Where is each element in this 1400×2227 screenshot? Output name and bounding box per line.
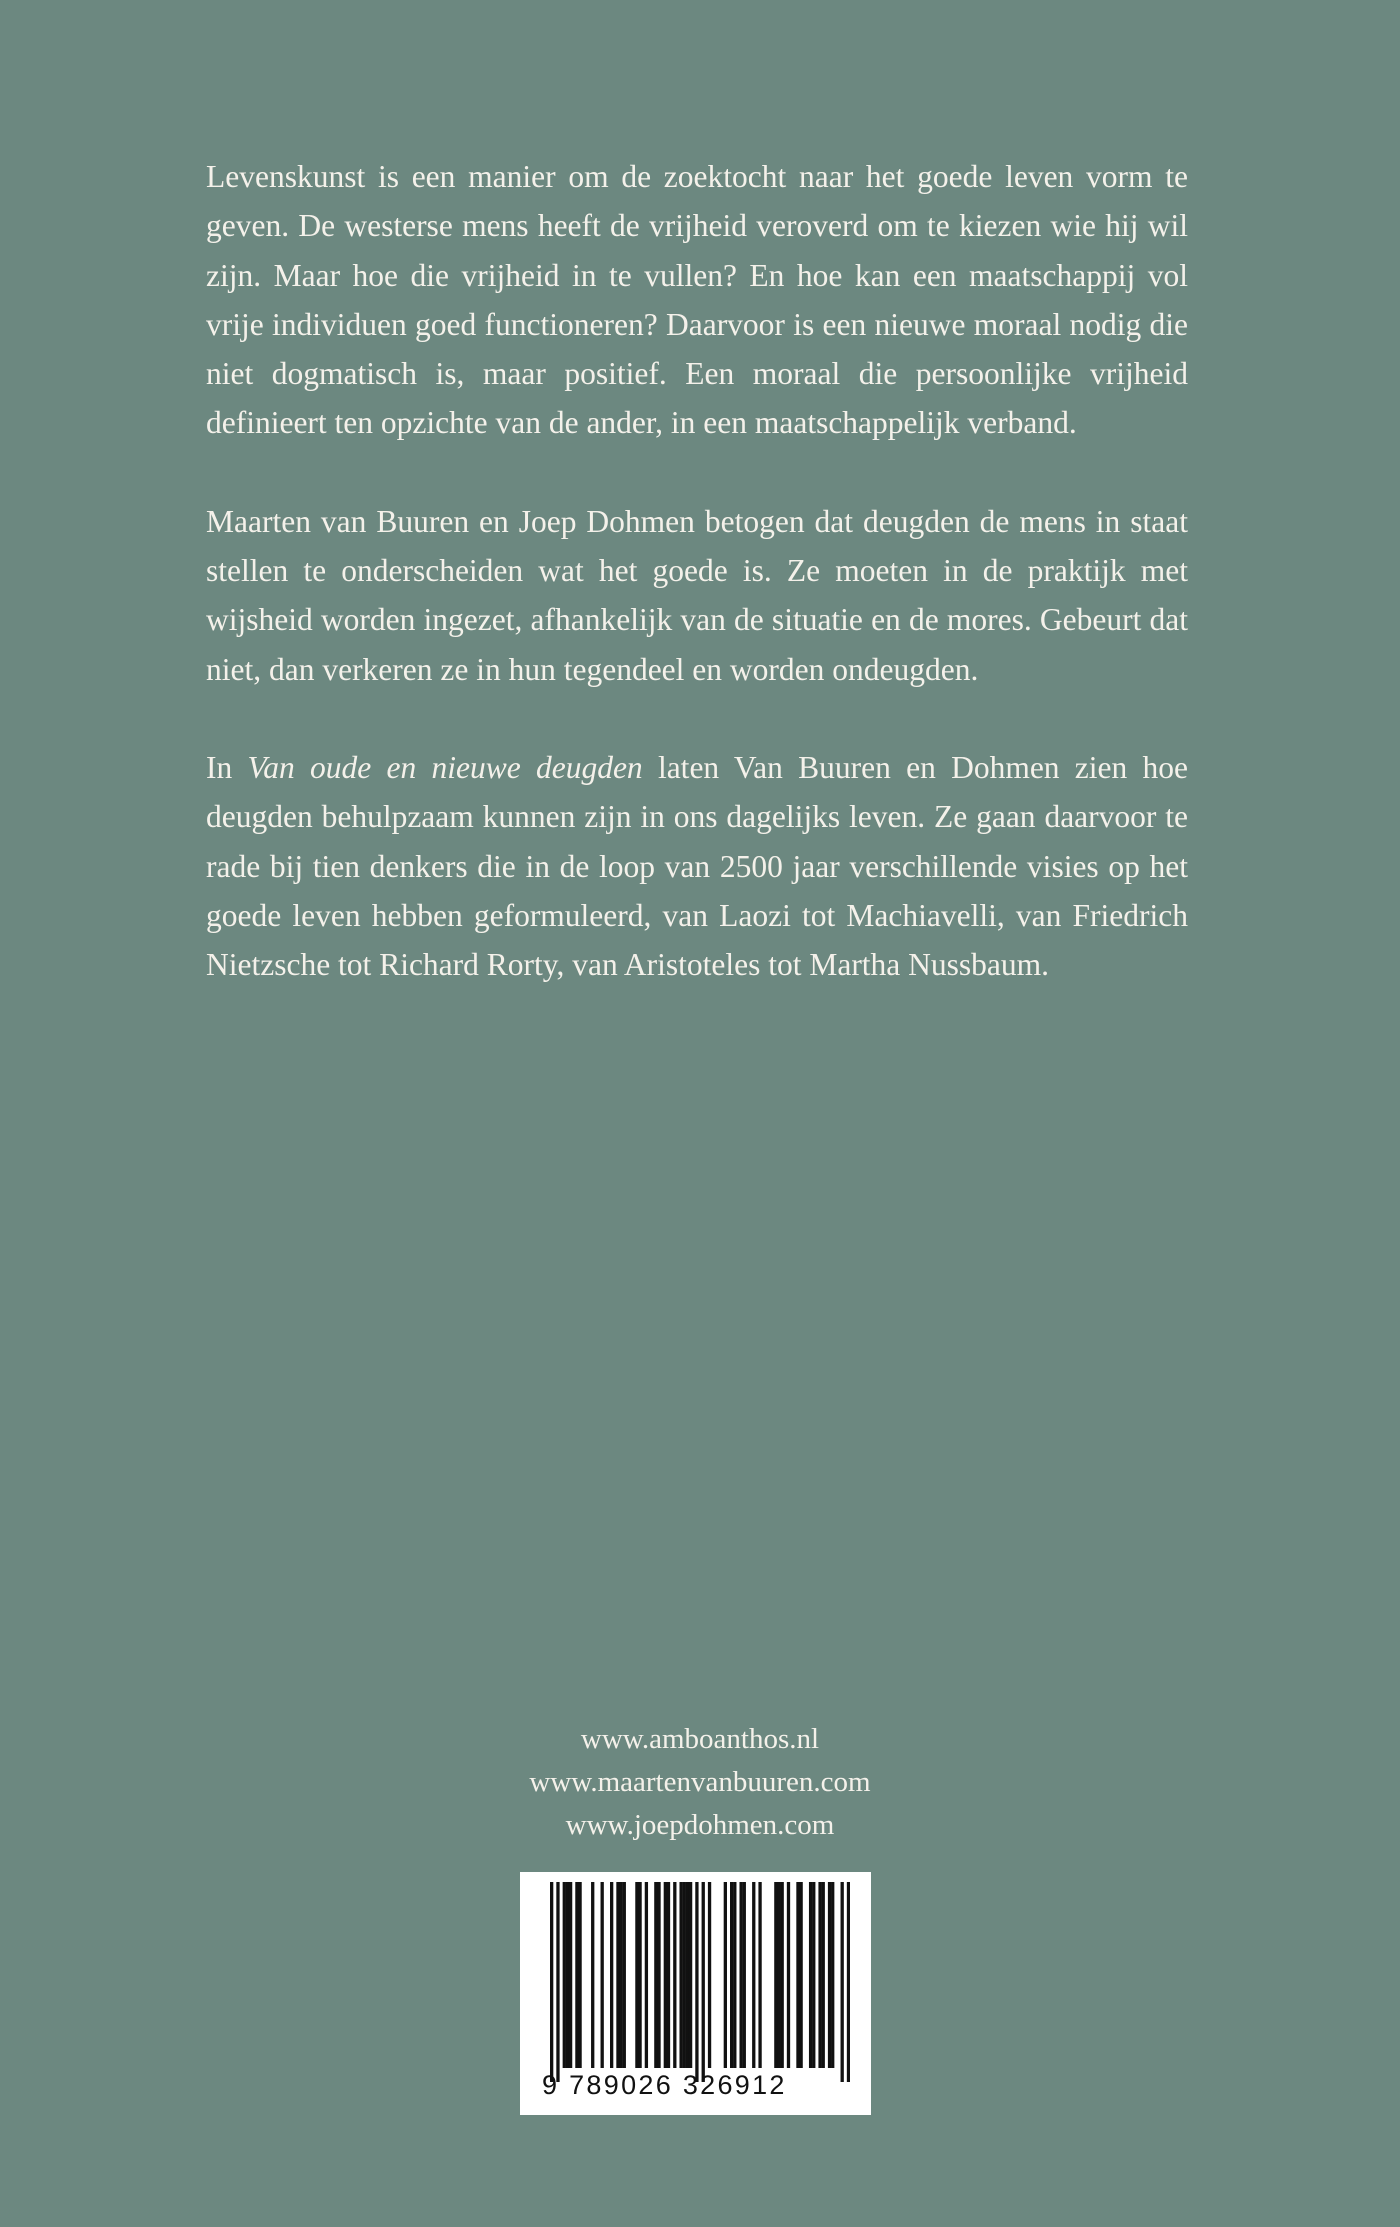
barcode-bar — [591, 1882, 594, 2068]
barcode-bar — [733, 1882, 736, 2068]
barcode-bars — [550, 1882, 850, 2082]
website-author-2: www.joepdohmen.com — [565, 1809, 835, 1841]
barcode-bar — [752, 1882, 755, 2068]
barcode-bar — [563, 1882, 566, 2068]
blurb-paragraph-2: Maarten van Buuren en Joep Dohmen betogen dat deugden de mens in staat stellen te onderscheiden wat het goede is. Ze moeten in de praktijk met wijsheid worden ingezet, afhankelijk van de situatie en de mores. Gebeurt dat niet, dan verkeren ze in hun tegendeel en worden ondeugden. — [206, 503, 1188, 687]
barcode-bar — [654, 1882, 657, 2068]
barcode-bar — [730, 1882, 733, 2068]
barcode-guard-bar — [695, 1882, 698, 2082]
barcode-bar — [708, 1882, 711, 2068]
barcode-bar — [796, 1882, 799, 2068]
isbn-barcode — [520, 1872, 871, 2115]
barcode-guard-bar — [556, 1882, 559, 2082]
barcode-bar — [818, 1882, 821, 2068]
barcode-bar — [799, 1882, 802, 2068]
barcode-bar — [610, 1882, 613, 2068]
book-title-italic: Van oude en nieuwe deugden — [247, 749, 643, 785]
barcode-bar — [828, 1882, 831, 2068]
barcode-guard-bar — [702, 1882, 705, 2082]
blurb-paragraph-1: Levenskunst is een manier om de zoektocht naar het goede leven vorm te geven. De westerse mens heeft de vrijheid veroverd om te kiezen wie hij wil zijn. Maar hoe die vrijheid in te vullen? En hoe kan een maatschappij vol vrije individuen goed functioneren? Daarvoor is een nieuwe moraal nodig die niet dogmatisch is, maar positief. Een moraal die persoonlijke vrijheid definieert ten opzichte van de ander, in een maatschappelijk verband. — [206, 159, 1188, 441]
paragraph-3-rest: laten Van Buuren en Dohmen zien hoe deugden behulpzaam kunnen zijn in ons dagelijks leven. Ze gaan daarvoor te rade bij tien denkers die in de loop van 2500 jaar verschillende visies op het goede leven hebben geformuleerd, van Laozi tot Machiavelli, van Friedrich Nietzsche tot Richard Rorty, van Aristoteles tot Martha Nussbaum. — [206, 749, 1189, 983]
barcode-bar — [822, 1882, 825, 2068]
barcode-guard-bar — [550, 1882, 553, 2082]
barcode-bar — [809, 1882, 812, 2068]
barcode-bar — [724, 1882, 727, 2068]
barcode-bar — [689, 1882, 692, 2068]
website-publisher: www.amboanthos.nl — [580, 1723, 820, 1755]
barcode-bar — [569, 1882, 572, 2068]
barcode-bar — [664, 1882, 667, 2068]
barcode-bar — [575, 1882, 578, 2068]
barcode-bar — [645, 1882, 648, 2068]
barcode-bar — [679, 1882, 682, 2068]
barcode-bar — [686, 1882, 689, 2068]
barcode-bar — [812, 1882, 815, 2068]
barcode-bar — [777, 1882, 780, 2068]
website-author-1: www.maartenvanbuuren.com — [529, 1766, 871, 1798]
barcode-bar — [635, 1882, 638, 2068]
barcode-bar — [831, 1882, 834, 2068]
barcode-guard-bar — [847, 1882, 850, 2082]
barcode-bar — [787, 1882, 790, 2068]
barcode-guard-bar — [841, 1882, 844, 2082]
barcode-bar — [743, 1882, 746, 2068]
barcode-bar — [657, 1882, 660, 2068]
barcode-bar — [619, 1882, 622, 2068]
barcode-bar — [578, 1882, 581, 2068]
barcode-bar — [616, 1882, 619, 2068]
barcode-bar — [673, 1882, 676, 2068]
isbn-number: 9 789026 326912 — [542, 2070, 787, 2100]
blurb-text — [206, 152, 1188, 1038]
website-list — [0, 1718, 1400, 1847]
blurb-paragraph-3 — [206, 743, 1188, 989]
barcode-bar — [774, 1882, 777, 2068]
barcode-bar — [683, 1882, 686, 2068]
barcode-bar — [601, 1882, 604, 2068]
paragraph-3-intro: In — [206, 749, 233, 785]
barcode-bar — [739, 1882, 742, 2068]
barcode-bar — [623, 1882, 626, 2068]
barcode-bar — [781, 1882, 784, 2068]
barcode-bar — [566, 1882, 569, 2068]
barcode-bar — [667, 1882, 670, 2068]
barcode-bar — [638, 1882, 641, 2068]
barcode-bar — [758, 1882, 761, 2068]
